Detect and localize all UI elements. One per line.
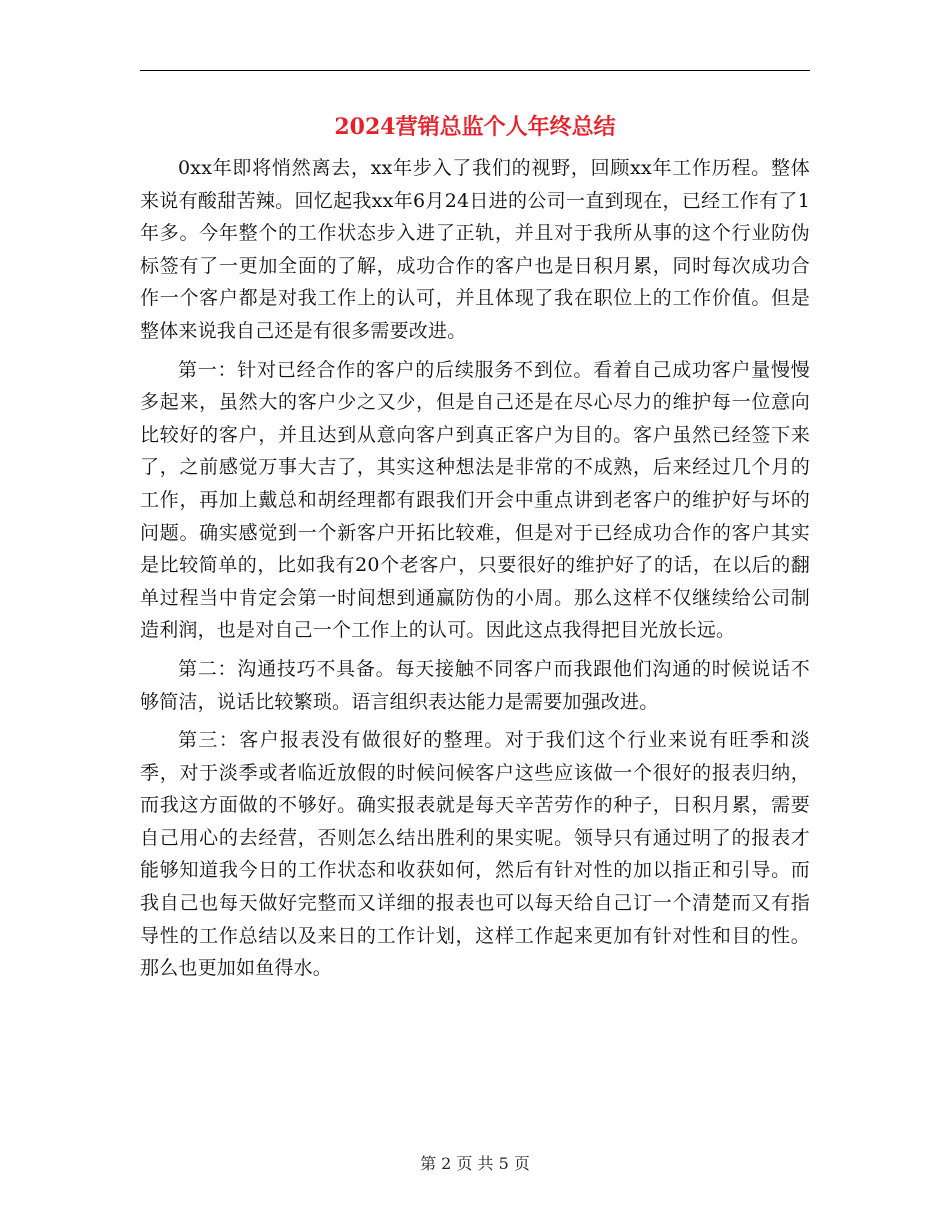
document-title: 2024营销总监个人年终总结 (334, 114, 616, 140)
paragraph-intro: 0xx年即将悄然离去，xx年步入了我们的视野，回顾xx年工作历程。整体来说有酸甜苦辣。回忆起我xx年6月24日进的公司一直到现在，已经工作有了1年多。今年整个的工作状态步入进了正轨，并且对于我所从事的这个行业防伪标签有了一更加全面的了解，成功合作的客户也是日积月累，同时每次成功合作一个客户都是对我工作上的认可，并且体现了我在职位上的工作价值。但是整体来说我自己还是有很多需要改进。 (140, 157, 810, 342)
header-rule (140, 70, 810, 71)
document-body (140, 152, 810, 991)
page-footer: 第 2 页 共 5 页 (420, 1154, 530, 1173)
paragraph-third-point: 第三：客户报表没有做很好的整理。对于我们这个行业来说有旺季和淡季，对于淡季或者临近放假的时候问候客户这些应该做一个很好的报表归纳，而我这方面做的不够好。确实报表就是每天辛苦劳作的种子，日积月累，需要自己用心的去经营，否则怎么结出胜利的果实呢。领导只有通过明了的报表才能够知道我今日的工作状态和收获如何，然后有针对性的加以指正和引导。而我自己也每天做好完整而又详细的报表也可以每天给自己订一个清楚而又有指导性的工作总结以及来日的工作计划，这样工作起来更加有针对性和目的性。那么也更加如鱼得水。 (140, 729, 810, 980)
paragraph-second-point: 第二：沟通技巧不具备。每天接触不同客户而我跟他们沟通的时候说话不够简洁，说话比较繁琐。语言组织表达能力是需要加强改进。 (140, 657, 810, 713)
paragraph-first-point: 第一：针对已经合作的客户的后续服务不到位。看着自己成功客户量慢慢多起来，虽然大的客户少之又少，但是自己还是在尽心尽力的维护每一位意向比较好的客户，并且达到从意向客户到真正客户为目的。客户虽然已经签下来了，之前感觉万事大吉了，其实这种想法是非常的不成熟，后来经过几个月的工作，再加上戴总和胡经理都有跟我们开会中重点讲到老客户的维护好与坏的问题。确实感觉到一个新客户开拓比较难，但是对于已经成功合作的客户其实是比较简单的，比如我有20个老客户，只要很好的维护好了的话，在以后的翻单过程当中肯定会第一时间想到通赢防伪的小周。那么这样不仅继续给公司制造利润，也是对自己一个工作上的认可。因此这点我得把目光放长远。 (140, 358, 810, 642)
